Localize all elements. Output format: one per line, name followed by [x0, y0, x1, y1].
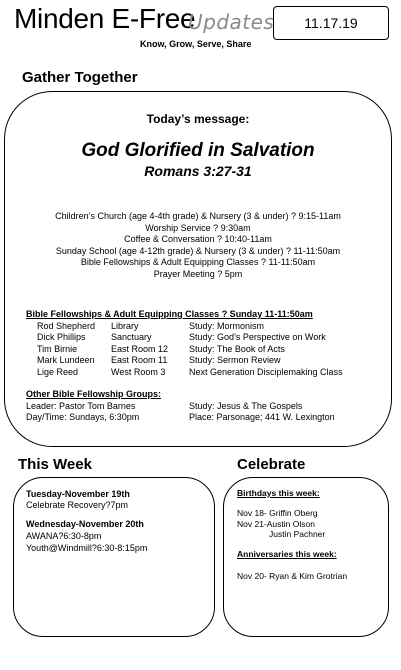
day1-event: Celebrate Recovery?7pm: [26, 500, 129, 510]
class-leader: Mark Lundeen: [37, 355, 95, 365]
other-time: Day/Time: Sundays, 6:30pm: [26, 412, 140, 422]
anniversary-item: Nov 20- Ryan & Kim Grotrian: [237, 571, 348, 581]
message-label: Today’s message:: [146, 112, 250, 126]
day1-label: [26, 489, 130, 500]
schedule-item: Coffee & Conversation ? 10:40-11am: [124, 234, 272, 245]
day1-text: Tuesday-November 19th: [26, 489, 130, 499]
class-room: East Room 12: [111, 344, 169, 354]
class-study: Next Generation Disciplemaking Class: [189, 367, 343, 377]
class-study: Study: Mormonism: [189, 321, 265, 331]
other-groups-heading: Other Bible Fellowship Groups:: [26, 389, 162, 399]
other-study: Study: Jesus & The Gospels: [189, 401, 303, 411]
class-leader: Dick Phillips: [37, 332, 86, 342]
scripture: Romans 3:27-31: [144, 163, 252, 179]
schedule-item: Sunday School (age 4-12th grade) & Nursery (3 & under) ? 11-11:50am: [55, 245, 341, 256]
schedule-item: Prayer Meeting ? 5pm: [153, 268, 243, 279]
class-room: Sanctuary: [111, 332, 152, 342]
date-box: 11.17.19: [273, 6, 389, 40]
class-leader: Lige Reed: [37, 367, 79, 377]
schedule-item: Bible Fellowships & Adult Equipping Classes ? 11-11:50am: [80, 257, 316, 268]
sermon-title: God Glorified in Salvation: [81, 140, 315, 161]
schedule-item: Worship Service ? 9:30am: [145, 222, 251, 233]
birthdays-heading: Birthdays this week:: [237, 488, 320, 498]
day2-text: Wednesday-November 20th: [26, 519, 144, 529]
celebrate-heading: Celebrate: [237, 456, 306, 473]
class-study: Study: God’s Perspective on Work: [189, 332, 326, 342]
classes-heading: Bible Fellowships & Adult Equipping Classes ? Sunday 11-11:50am: [26, 309, 313, 319]
day2-label: [26, 519, 144, 530]
this-week-heading: This Week: [18, 456, 92, 473]
newsletter-title: Minden E-Free: [14, 3, 196, 34]
birthday-item: Nov 18- Griffin Oberg: [237, 508, 318, 518]
class-room: East Room 11: [111, 355, 168, 365]
tagline: Know, Grow, Serve, Share: [140, 39, 252, 49]
newsletter-subtitle: Updates: [188, 10, 275, 34]
day2-event: AWANA?6:30-8pm: [26, 531, 102, 541]
class-study: Study: Sermon Review: [189, 355, 281, 365]
other-leader: Leader: Pastor Tom Barnes: [26, 401, 136, 411]
class-room: West Room 3: [111, 367, 166, 377]
schedule-list: [4, 211, 392, 281]
other-place: Place: Parsonage; 441 W. Lexington: [189, 412, 335, 422]
schedule-item: Children’s Church (age 4-4th grade) & Nursery (3 & under) ? 9:15-11am: [55, 211, 341, 221]
class-study: Study: The Book of Acts: [189, 344, 285, 354]
birthday-item: Nov 21-Austin Olson: [237, 519, 315, 529]
birthday-item: Justin Pachner: [269, 529, 326, 539]
anniversaries-heading: Anniversaries this week:: [237, 549, 337, 559]
day2-event: Youth@Windmill?6:30-8:15pm: [26, 543, 148, 553]
class-room: Library: [111, 321, 139, 331]
class-leader: Rod Shepherd: [37, 321, 96, 331]
gather-heading: Gather Together: [22, 69, 138, 86]
class-leader: Tim Birnie: [37, 344, 78, 354]
